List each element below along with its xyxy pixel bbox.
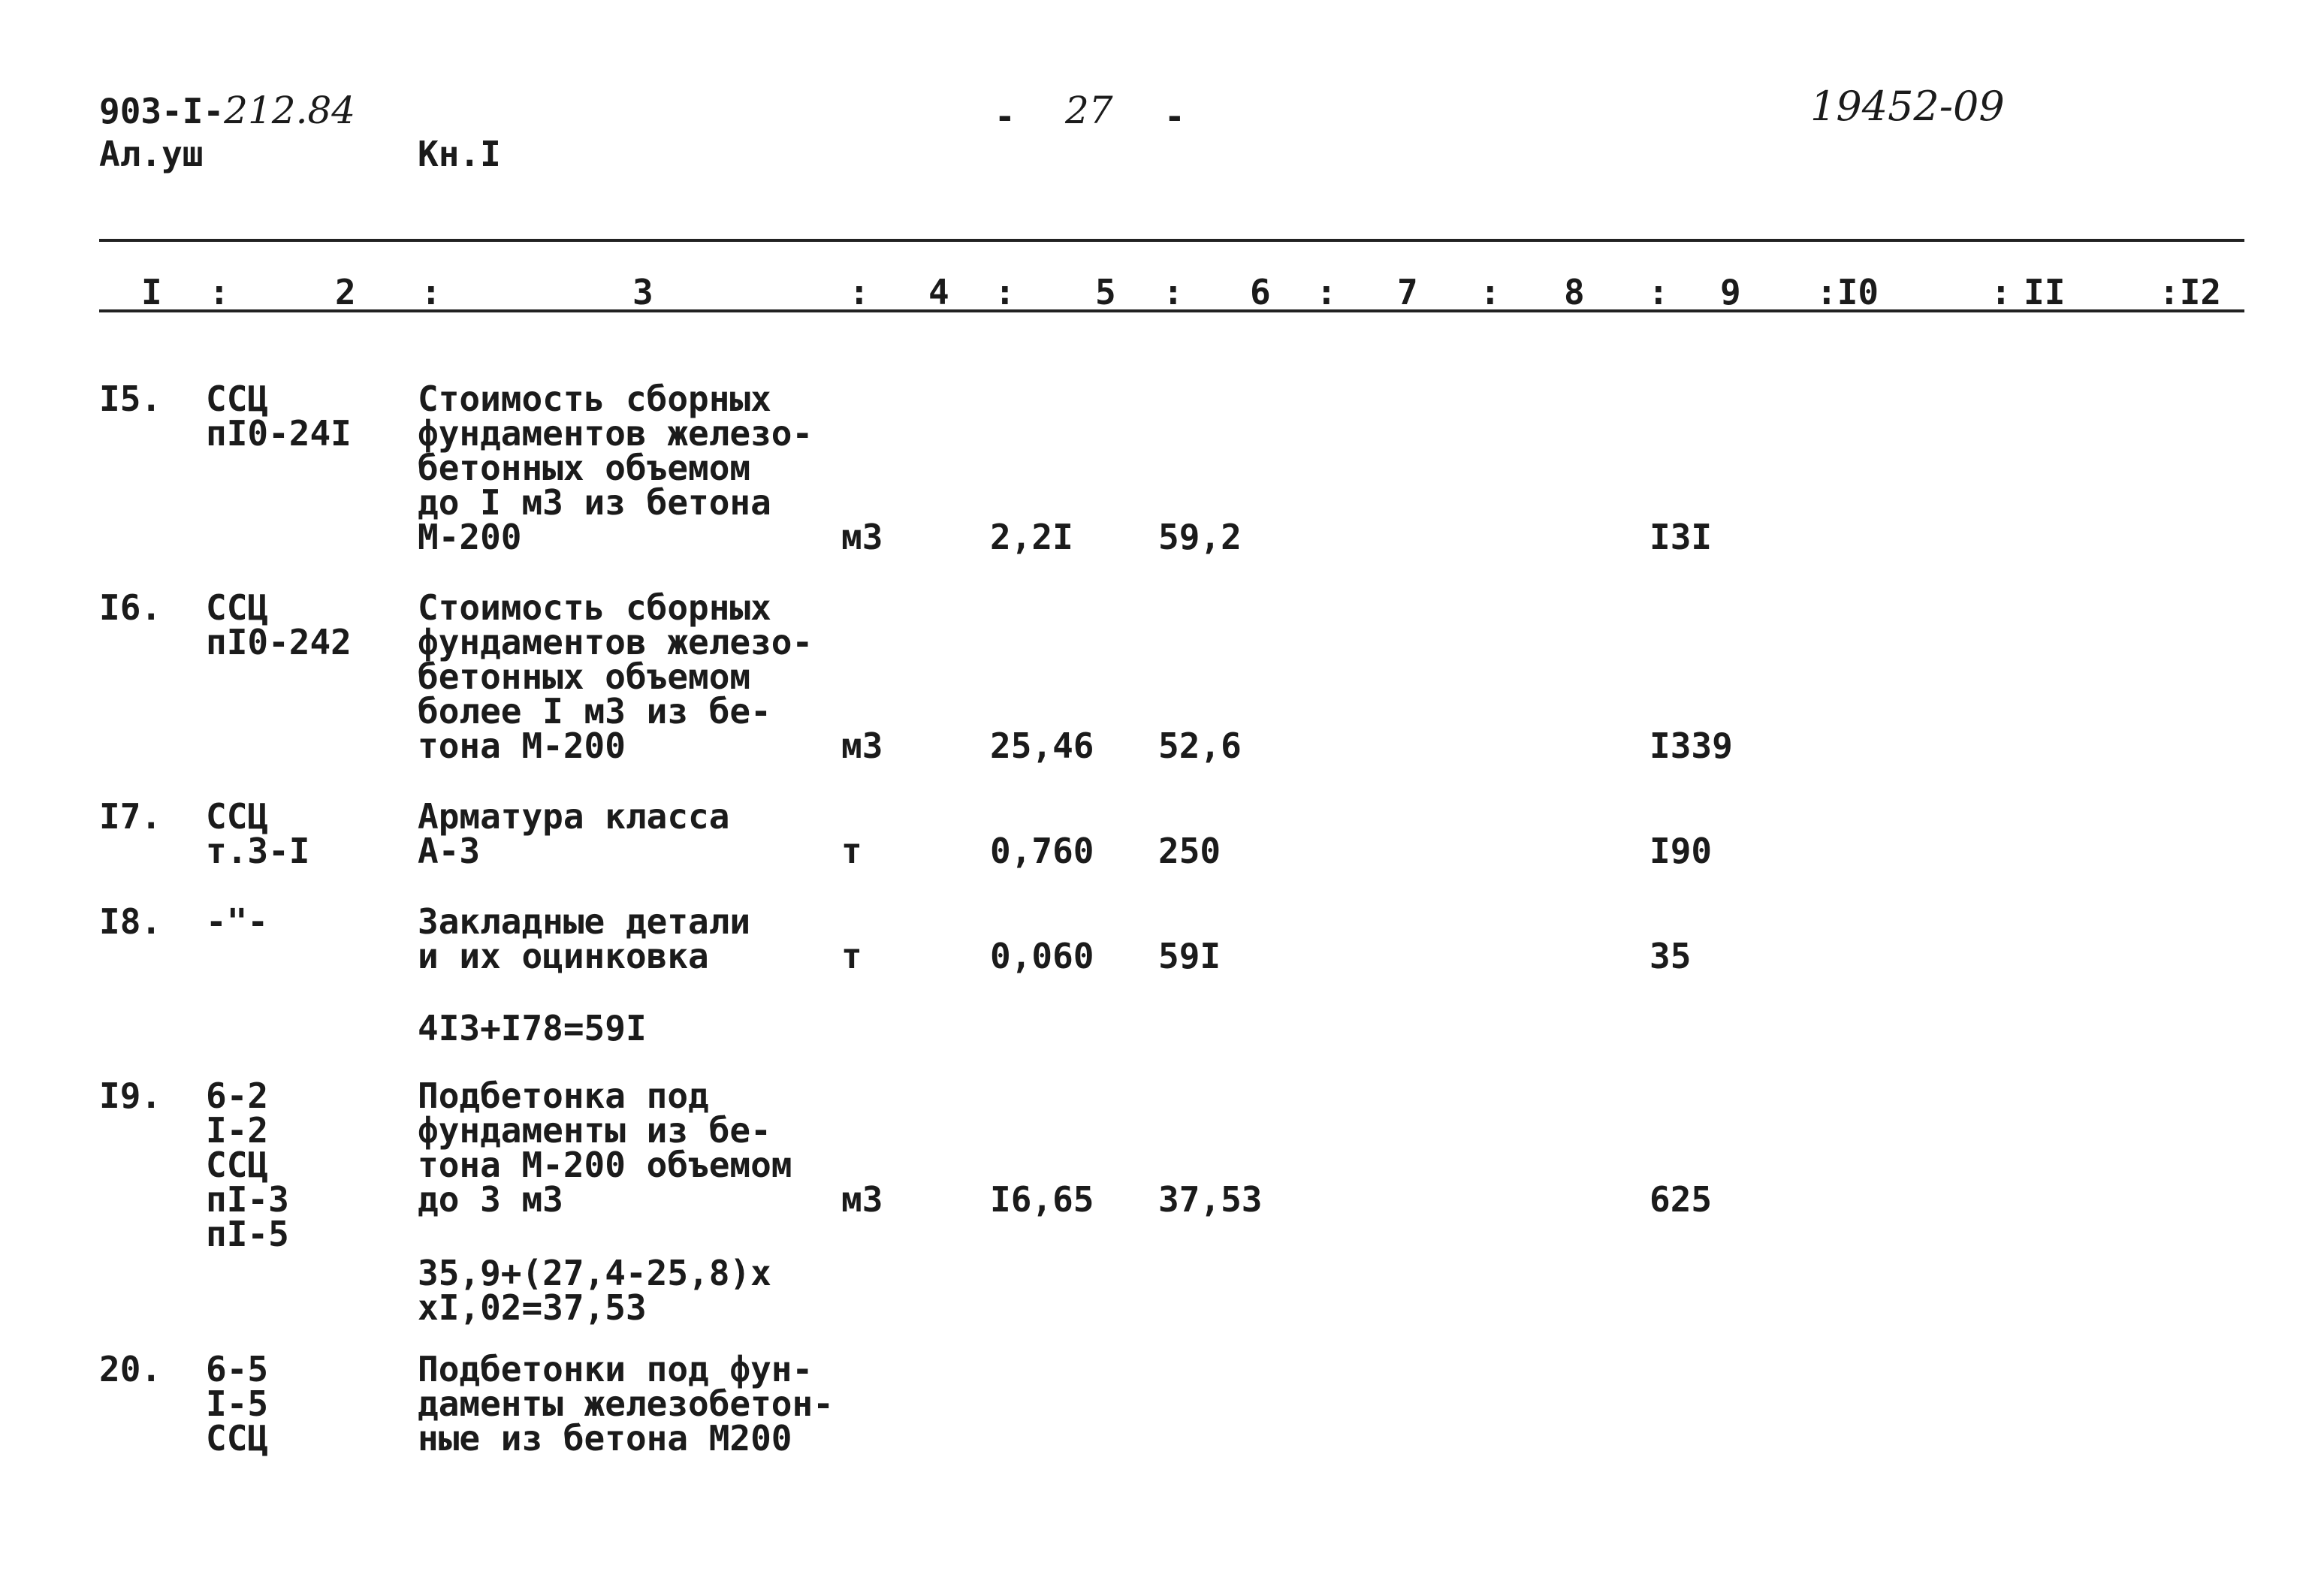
- col-5: 5: [1095, 272, 1116, 312]
- row-calculation-note: 35,9+(27,4-25,8)х хI,02=37,53: [418, 1253, 771, 1328]
- row-total: 35: [1650, 936, 1692, 976]
- col-1: I: [141, 272, 162, 312]
- row-description: Подбетонка под фундаменты из бе- тона М-200 объемом до 3 м3: [418, 1076, 792, 1220]
- doc-code: [99, 89, 355, 132]
- row-description: Арматура класса А-3: [418, 796, 730, 871]
- row-description: Подбетонки под фун- даменты железобетон- ные из бетона М200: [418, 1349, 834, 1459]
- header-underline: [99, 309, 2244, 312]
- col-sep: :: [849, 272, 870, 312]
- col-6: 6: [1250, 272, 1271, 312]
- row-unit: т: [841, 936, 862, 976]
- row-unit: м3: [841, 726, 883, 766]
- col-12: :I2: [2159, 272, 2222, 312]
- row-unit: т: [841, 831, 862, 871]
- row-description: Стоимость сборных фундаментов железо- бетонных объемом до I м3 из бетона М-200: [418, 379, 813, 557]
- row-total: I3I: [1650, 517, 1713, 557]
- col-sep: :: [1648, 272, 1669, 312]
- row-quantity: 0,060: [990, 936, 1094, 976]
- row-description: Закладные детали и их оцинковка: [418, 901, 751, 976]
- archive-number: 19452-09: [1810, 83, 2005, 130]
- row-price: 52,6: [1158, 726, 1242, 766]
- row-quantity: 2,2I: [990, 517, 1073, 557]
- page-dash-right: -: [1164, 96, 1185, 137]
- row-total: 625: [1650, 1179, 1713, 1220]
- row-number: I8.: [99, 901, 162, 942]
- row-code: ССЦ т.3-I: [206, 796, 310, 871]
- col-4: 4: [928, 272, 949, 312]
- row-quantity: 0,760: [990, 831, 1094, 871]
- row-number: I5.: [99, 379, 162, 419]
- row-description: Стоимость сборных фундаментов железо- бетонных объемом более I м3 из бе- тона М-200: [418, 587, 813, 766]
- row-unit: м3: [841, 1179, 883, 1220]
- col-sep: :: [209, 272, 230, 312]
- row-number: I6.: [99, 587, 162, 628]
- row-calculation-note: 4I3+I78=59I: [418, 1008, 647, 1048]
- book-label: Кн.I: [418, 134, 501, 174]
- row-number: I9.: [99, 1076, 162, 1116]
- doc-code-handwritten: 212.84: [224, 89, 356, 132]
- row-code: ССЦ пI0-24I: [206, 379, 352, 454]
- row-total: I339: [1650, 726, 1733, 766]
- col-sep: :: [995, 272, 1016, 312]
- row-number: 20.: [99, 1349, 162, 1389]
- col-2: 2: [335, 272, 356, 312]
- col-3: 3: [632, 272, 653, 312]
- page-number: 27: [1065, 89, 1113, 132]
- col-8: 8: [1564, 272, 1585, 312]
- album-label: Ал.уш: [99, 134, 204, 174]
- col-10: :I0: [1816, 272, 1879, 312]
- row-price: 250: [1158, 831, 1221, 871]
- row-code: ССЦ пI0-242: [206, 587, 352, 662]
- row-quantity: I6,65: [990, 1179, 1094, 1220]
- row-unit: м3: [841, 517, 883, 557]
- col-sep: :: [1480, 272, 1501, 312]
- col-11: II: [2024, 272, 2066, 312]
- col-sep: :: [1163, 272, 1184, 312]
- row-number: I7.: [99, 796, 162, 837]
- col-sep: :: [421, 272, 442, 312]
- row-price: 59,2: [1158, 517, 1242, 557]
- row-quantity: 25,46: [990, 726, 1094, 766]
- row-price: 59I: [1158, 936, 1221, 976]
- top-rule: [99, 239, 2244, 242]
- col-9: 9: [1720, 272, 1741, 312]
- row-total: I90: [1650, 831, 1713, 871]
- row-code: 6-2 I-2 ССЦ пI-3 пI-5: [206, 1076, 289, 1254]
- col-7: 7: [1397, 272, 1418, 312]
- row-code: -"-: [206, 901, 269, 942]
- doc-code-printed: 903-I-: [99, 91, 225, 131]
- col-sep: :: [1991, 272, 2012, 312]
- row-price: 37,53: [1158, 1179, 1263, 1220]
- col-sep: :: [1316, 272, 1337, 312]
- page-dash-left: -: [995, 96, 1016, 137]
- row-code: 6-5 I-5 ССЦ: [206, 1349, 269, 1459]
